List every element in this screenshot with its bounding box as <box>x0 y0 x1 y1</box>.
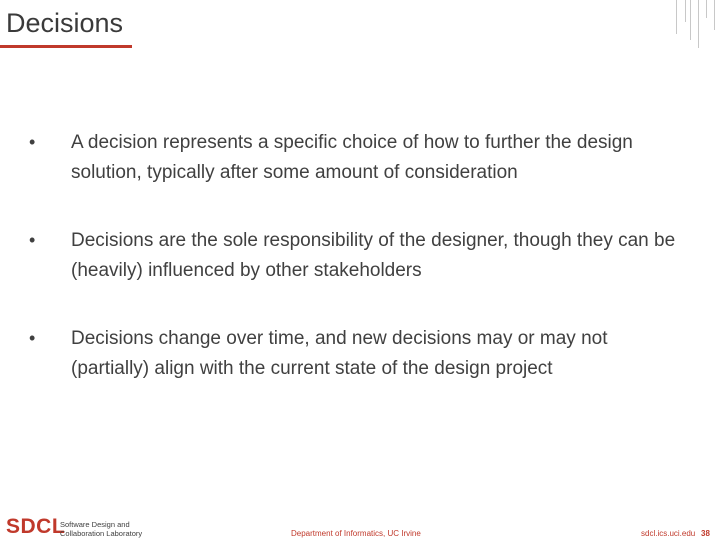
bullet-list <box>29 128 680 383</box>
bullet-item <box>29 128 680 187</box>
page-number: 38 <box>701 529 710 538</box>
lab-name-line2: Collaboration Laboratory <box>60 529 143 538</box>
bullet-text: A decision represents a specific choice of how to further the design solution, typically after some amount of consideration <box>71 132 633 183</box>
bullet-text: Decisions change over time, and new decisions may or may not (partially) align with the current state of the design project <box>71 328 608 379</box>
sdcl-logo: SDCL <box>6 515 66 538</box>
lab-name <box>60 520 142 538</box>
bullet-item <box>29 226 680 285</box>
bullet-marker: • <box>29 328 36 348</box>
bullet-text: Decisions are the sole responsibility of the designer, though they can be (heavily) influenced by other stakeholders <box>71 230 676 281</box>
bullet-marker: • <box>29 132 36 152</box>
department-label: Department of Informatics, UC Irvine <box>291 529 421 538</box>
decorative-lines <box>676 0 720 50</box>
website-url: sdcl.ics.uci.edu <box>641 529 696 538</box>
lab-name-line1: Software Design and <box>60 520 130 529</box>
bullet-item <box>29 324 680 383</box>
bullet-marker: • <box>29 230 36 250</box>
title-underline <box>0 45 132 48</box>
slide-title: Decisions <box>6 8 124 38</box>
